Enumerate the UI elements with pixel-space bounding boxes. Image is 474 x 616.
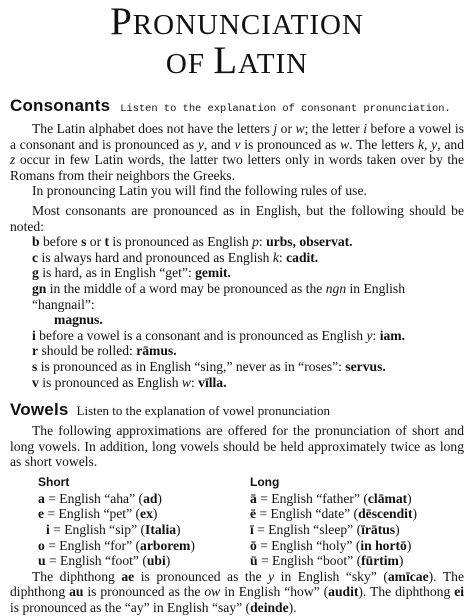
- rule-b: b before s or t is pronounced as English p: urbs, observat.: [32, 234, 353, 250]
- vowels-audio-note[interactable]: Listen to the explanation of vowel pronunciation: [76, 403, 330, 419]
- short-column-heading: Short: [38, 474, 70, 489]
- short-vowel-row: o = English “for” (arborem): [38, 537, 195, 553]
- long-vowel-row: ī = English “sleep” (īrātus): [250, 522, 400, 538]
- consonants-paragraph-3: Most consonants are pronounced as in English, but the following should be noted:: [10, 202, 464, 234]
- rule-i: i before a vowel is a consonant and is pronounced as English y: iam.: [32, 327, 406, 343]
- page-title: [10, 0, 464, 82]
- short-vowel-row: e = English “pet” (ex): [38, 506, 158, 522]
- vowel-table: [10, 475, 464, 569]
- consonant-rules-list: [10, 234, 464, 390]
- consonants-paragraph-2: In pronouncing Latin you will find the following rules of use.: [32, 183, 367, 199]
- vowels-heading: Vowels: [10, 400, 69, 420]
- rule-s: s is pronounced as in English “sing,” never as in “roses”: servus.: [32, 358, 386, 374]
- rule-gn: gn in the middle of a word may be pronounced as the ngn in English “hangnail”: magnus.: [32, 280, 406, 328]
- title-line-1: PRONUNCIATION: [110, 0, 364, 43]
- rule-r: r should be rolled: rāmus.: [32, 343, 177, 359]
- long-column-heading: Long: [250, 474, 280, 489]
- consonants-heading-row: [10, 96, 464, 116]
- short-vowel-row: i = English “sip” (Italia): [46, 522, 181, 538]
- rule-v: v is pronounced as English w: vīlla.: [32, 374, 227, 390]
- short-vowels-column: [38, 475, 238, 569]
- short-vowel-row: u = English “foot” (ubi): [38, 553, 171, 569]
- long-vowel-row: ā = English “father” (clāmat): [250, 490, 412, 506]
- long-vowel-row: ē = English “date” (dēscendit): [250, 506, 417, 522]
- long-vowels-column: [238, 475, 450, 569]
- short-vowel-row: a = English “aha” (ad): [38, 490, 162, 506]
- consonants-paragraph-1: The Latin alphabet does not have the letters j or w; the letter i before a vowel is a consonant and is pronounced as y, and v is pronounced as w. The letters k, y, and z occur in few Latin words, the latter two letters only in words taken over by the Romans from their neighbors the Greeks.: [10, 121, 465, 183]
- rule-c: c is always hard and pronounced as English k: cadit.: [32, 249, 319, 265]
- vowels-heading-row: [10, 400, 464, 420]
- long-vowel-row: ō = English “holy” (in hortō): [250, 537, 412, 553]
- rule-g: g is hard, as in English “get”: gemit.: [32, 265, 231, 281]
- vowels-paragraph-1: The following approximations are offered for the pronunciation of short and long vowels. In addition, long vowels should be held approximately twice as long as short vowels.: [10, 423, 464, 470]
- long-vowel-row: ū = English “boot” (fūrtim): [250, 553, 404, 569]
- diphthong-paragraph: The diphthong ae is pronounced as the y in English “sky” (amīcae). The diphthong au is pronounced as the ow in English “how” (audit). The diphthong ei is pronounced as the “ay” in English “say” (deinde).: [10, 568, 465, 616]
- consonants-audio-note[interactable]: Listen to the explanation of consonant pronunciation.: [120, 103, 451, 115]
- title-line-2: OF LATIN: [165, 39, 309, 82]
- consonants-heading: Consonants: [10, 96, 111, 115]
